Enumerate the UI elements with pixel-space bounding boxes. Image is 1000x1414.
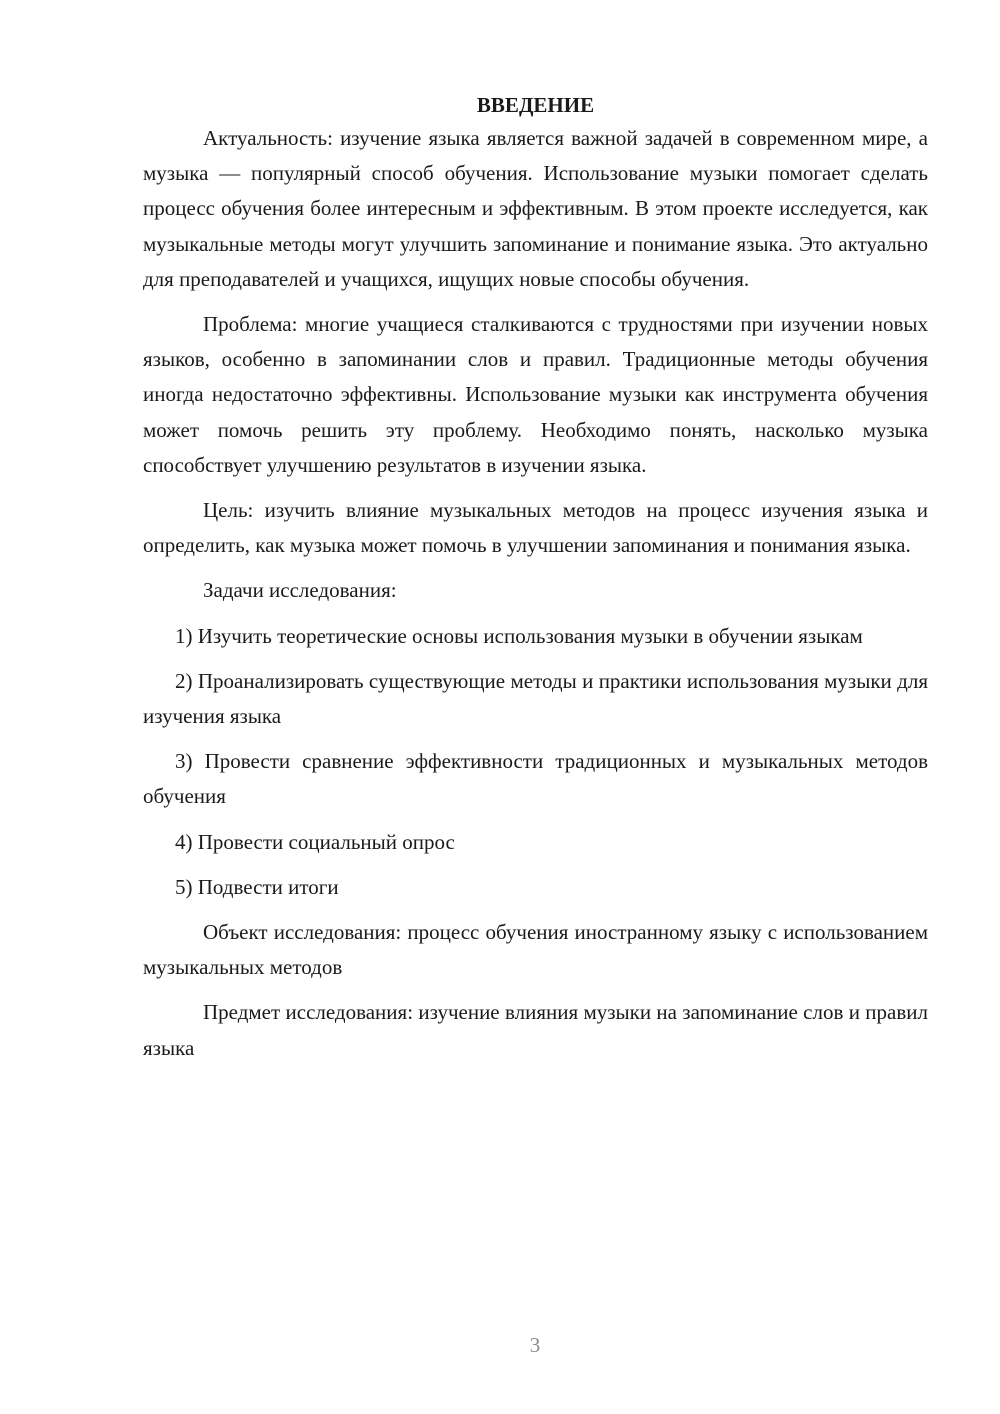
tasks-title: Задачи исследования: [203, 578, 397, 603]
page-title: ВВЕДЕНИЕ [476, 93, 595, 117]
document-page [143, 88, 928, 1076]
task-item-5: 5) Подвести итоги [175, 874, 339, 899]
task-item-2: 2) Проанализировать существующие методы и практики использования музыки для изучения языка [143, 668, 928, 729]
goal-paragraph: Цель: изучить влияние музыкальных методов на процесс изучения языка и определить, как музыка может помочь в улучшении запоминания и понимания языка. [143, 498, 928, 558]
task-item-3: 3) Провести сравнение эффективности традиционных и музыкальных методов обучения [143, 749, 928, 809]
problem-paragraph: Проблема: многие учащиеся сталкиваются с трудностями при изучении новых языков, особенно в запоминании слов и правил. Традиционные методы обучения иногда недостаточно эффективны. Использование музыки как инструмента обучения может помочь решить эту проблему. Необходимо понять, насколько музыка способствует улучшению результатов в изучении языка. [143, 312, 928, 477]
subject-paragraph: Предмет исследования: изучение влияния музыки на запоминание слов и правил языка [143, 1000, 928, 1060]
task-item-4: 4) Провести социальный опрос [175, 829, 455, 854]
task-item-1: 1) Изучить теоретические основы использования музыки в обучении языкам [175, 623, 863, 648]
page-number: 3 [529, 1333, 541, 1357]
relevance-paragraph: Актуальность: изучение языка является важной задачей в современном мире, а музыка — популярный способ обучения. Использование музыки помогает сделать процесс обучения более интересным и эффективным. В этом проекте исследуется, как музыкальные методы могут улучшить запоминание и понимание языка. Это актуально для преподавателей и учащихся, ищущих новые способы обучения. [143, 126, 928, 291]
object-paragraph: Объект исследования: процесс обучения иностранному языку с использованием музыкальных методов [143, 920, 928, 980]
